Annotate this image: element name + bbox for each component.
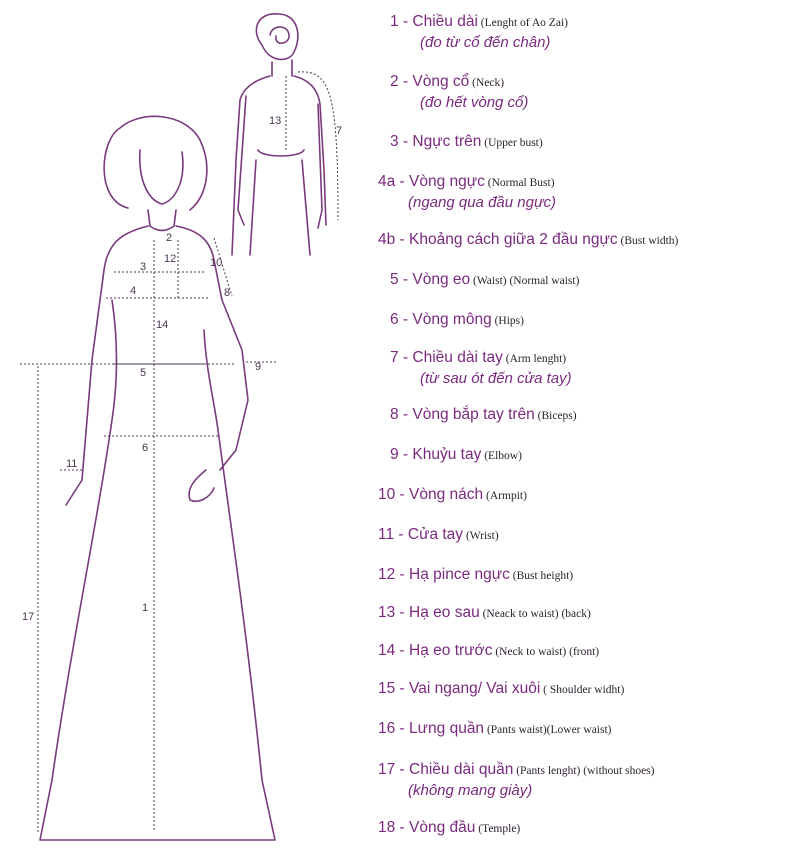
- legend-item-main: [378, 565, 800, 586]
- legend-item-separator: -: [398, 13, 413, 30]
- legend-item-english: (Neack to waist) (back): [479, 608, 591, 620]
- legend-item-vietnamese: Chiều dài: [412, 13, 478, 30]
- front-view-figure: [40, 116, 275, 840]
- legend-item-number: 5: [390, 271, 399, 288]
- legend-item-english: (Upper bust): [481, 137, 543, 149]
- legend-item-note: (đo từ cổ đến chân): [420, 34, 551, 51]
- legend-item-10: [378, 485, 800, 506]
- legend-item-17: [378, 760, 800, 800]
- legend-item-number: 4a: [378, 173, 396, 190]
- legend-item-5: [390, 270, 800, 291]
- legend-item-english: ( Shoulder widht): [540, 684, 625, 696]
- label-17: 17: [22, 611, 35, 623]
- legend-item-vietnamese: Cửa tay: [407, 526, 464, 543]
- legend-item-separator: -: [398, 271, 413, 288]
- legend-item-main: [390, 72, 800, 93]
- legend-item-main: [390, 445, 800, 466]
- legend-item-number: 16: [378, 720, 396, 737]
- front-view-hand: [189, 470, 214, 501]
- legend-item-number: 11: [378, 526, 395, 543]
- label-6: 6: [142, 442, 149, 454]
- legend-item-number: 3: [390, 133, 399, 150]
- legend-item-number: 7: [390, 349, 399, 366]
- legend-item-3: [390, 132, 800, 153]
- legend-item-separator: -: [395, 680, 410, 697]
- legend-item-vietnamese: Hạ eo sau: [409, 604, 480, 621]
- legend-item-separator: -: [398, 73, 413, 90]
- label-13: 13: [269, 115, 282, 127]
- legend-item-8: [390, 405, 800, 426]
- legend-item-vietnamese: Khuỷu tay: [412, 446, 482, 463]
- label-8: 8: [224, 287, 231, 299]
- label-11: 11: [66, 458, 78, 470]
- legend-item-main: [390, 405, 800, 426]
- label-9: 9: [255, 361, 262, 373]
- legend-item-english: (Neck to waist) (front): [492, 646, 600, 658]
- legend-item-separator: -: [395, 486, 410, 503]
- legend-item-separator: -: [395, 173, 410, 190]
- legend-item-separator: -: [394, 526, 408, 543]
- back-view-hair-bun: [256, 14, 298, 60]
- legend-item-english: (Normal Bust): [484, 177, 555, 189]
- legend-item-separator: -: [395, 819, 410, 836]
- legend-item-6: [390, 310, 800, 331]
- legend-item-16: [378, 719, 800, 740]
- front-view-collar: [148, 210, 176, 231]
- label-3: 3: [140, 261, 147, 273]
- legend-item-12: [378, 565, 800, 586]
- legend-item-main: [378, 818, 800, 839]
- legend-item-english: (Lenght of Ao Zai): [477, 17, 568, 29]
- legend-item-main: [390, 132, 800, 153]
- legend-item-english: (Pants waist)(Lower waist): [484, 724, 612, 736]
- legend-item-english: (Temple): [475, 823, 521, 835]
- legend-item-vietnamese: Khoảng cách giữa 2 đầu ngực: [409, 231, 618, 248]
- legend-item-4a: [378, 172, 800, 212]
- legend-item-main: [378, 230, 800, 251]
- back-view-neck: [272, 60, 292, 76]
- legend-item-main: [378, 719, 800, 740]
- legend-item-vietnamese: Vòng mông: [412, 311, 492, 328]
- legend-item-note: (không mang giày): [408, 782, 533, 799]
- legend-item-vietnamese: Vòng nách: [409, 486, 484, 503]
- legend-item-separator: -: [395, 720, 410, 737]
- legend-item-number: 4b: [378, 231, 396, 248]
- label-5: 5: [140, 367, 147, 379]
- legend-item-number: 14: [378, 642, 396, 659]
- label-2: 2: [166, 232, 173, 244]
- front-view-face: [140, 150, 183, 204]
- legend-item-11: [378, 525, 800, 546]
- back-view-bun-swirl: [270, 27, 289, 43]
- legend-item-14: [378, 641, 800, 662]
- legend-item-vietnamese: Vai ngang/ Vai xuôi: [409, 680, 541, 697]
- front-view-hair: [104, 116, 207, 210]
- legend-item-separator: -: [395, 642, 410, 659]
- legend-item-15: [378, 679, 800, 700]
- legend-item-main: [378, 679, 800, 700]
- legend-item-vietnamese: Hạ pince ngực: [409, 566, 510, 583]
- legend-item-separator: -: [398, 311, 413, 328]
- legend-item-main: [378, 641, 800, 662]
- legend-item-main: [390, 270, 800, 291]
- label-10: 10: [210, 257, 223, 269]
- legend-item-english: (Waist) (Normal waist): [470, 275, 580, 287]
- legend-item-separator: -: [398, 133, 413, 150]
- legend-item-separator: -: [398, 406, 413, 423]
- legend-item-vietnamese: Chiều dài quần: [409, 761, 514, 778]
- legend-item-vietnamese: Vòng ngực: [409, 173, 485, 190]
- legend-item-english: (Wrist): [463, 530, 499, 542]
- legend-item-vietnamese: Vòng cổ: [412, 73, 470, 90]
- legend-item-9: [390, 445, 800, 466]
- legend-item-note: (từ sau ót đến cửa tay): [420, 370, 572, 387]
- legend-item-main: [390, 348, 800, 369]
- legend-item-separator: -: [398, 349, 413, 366]
- legend-item-english: (Hips): [491, 315, 524, 327]
- legend-item-separator: -: [395, 231, 410, 248]
- legend-item-vietnamese: Vòng đầu: [409, 819, 476, 836]
- legend-item-separator: -: [395, 761, 410, 778]
- legend-item-number: 9: [390, 446, 399, 463]
- label-1: 1: [142, 602, 149, 614]
- legend-item-english: (Bust width): [617, 235, 679, 247]
- legend-item-english: (Pants lenght) (without shoes): [513, 765, 655, 777]
- legend-item-english: (Elbow): [481, 450, 522, 462]
- legend-item-number: 15: [378, 680, 396, 697]
- legend-item-english: (Arm lenght): [502, 353, 567, 365]
- legend-item-vietnamese: Lưng quần: [409, 720, 485, 737]
- legend-item-main: [378, 172, 800, 193]
- legend-item-separator: -: [395, 566, 410, 583]
- legend-item-number: 2: [390, 73, 399, 90]
- legend-item-number: 18: [378, 819, 396, 836]
- legend-item-1: [390, 12, 800, 52]
- legend-item-13: [378, 603, 800, 624]
- legend-item-note: (đo hết vòng cổ): [420, 94, 529, 111]
- legend-item-note: (ngang qua đầu ngực): [408, 194, 556, 211]
- measurement-numbers: [22, 115, 342, 623]
- legend-item-2: [390, 72, 800, 112]
- legend-item-vietnamese: Ngực trên: [412, 133, 482, 150]
- legend-item-number: 8: [390, 406, 399, 423]
- legend-item-main: [390, 12, 800, 33]
- legend-item-separator: -: [398, 446, 413, 463]
- legend-item-7: [390, 348, 800, 388]
- legend-item-vietnamese: Chiều dài tay: [412, 349, 503, 366]
- legend-item-number: 12: [378, 566, 396, 583]
- legend-item-number: 10: [378, 486, 396, 503]
- legend-item-main: [378, 603, 800, 624]
- label-7: 7: [336, 125, 343, 137]
- label-12: 12: [164, 253, 177, 265]
- legend-item-number: 13: [378, 604, 396, 621]
- legend-item-number: 6: [390, 311, 399, 328]
- legend-item-number: 17: [378, 761, 396, 778]
- legend-item-english: (Bust height): [509, 570, 574, 582]
- legend-item-18: [378, 818, 800, 839]
- legend-item-vietnamese: Vòng bắp tay trên: [412, 406, 535, 423]
- back-view-figure: [232, 14, 326, 255]
- label-4: 4: [130, 285, 137, 297]
- legend-item-main: [390, 310, 800, 331]
- legend-item-english: (Armpit): [483, 490, 527, 502]
- legend-item-main: [378, 485, 800, 506]
- legend-item-4b: [378, 230, 800, 251]
- legend-item-number: 1: [390, 13, 399, 30]
- label-14: 14: [156, 319, 169, 331]
- legend-item-english: (Biceps): [534, 410, 577, 422]
- legend-item-english: (Neck): [469, 77, 505, 89]
- legend-item-vietnamese: Hạ eo trước: [409, 642, 493, 659]
- legend-item-main: [378, 760, 800, 781]
- legend-item-separator: -: [395, 604, 410, 621]
- legend-item-vietnamese: Vòng eo: [412, 271, 471, 288]
- legend-item-main: [378, 525, 800, 546]
